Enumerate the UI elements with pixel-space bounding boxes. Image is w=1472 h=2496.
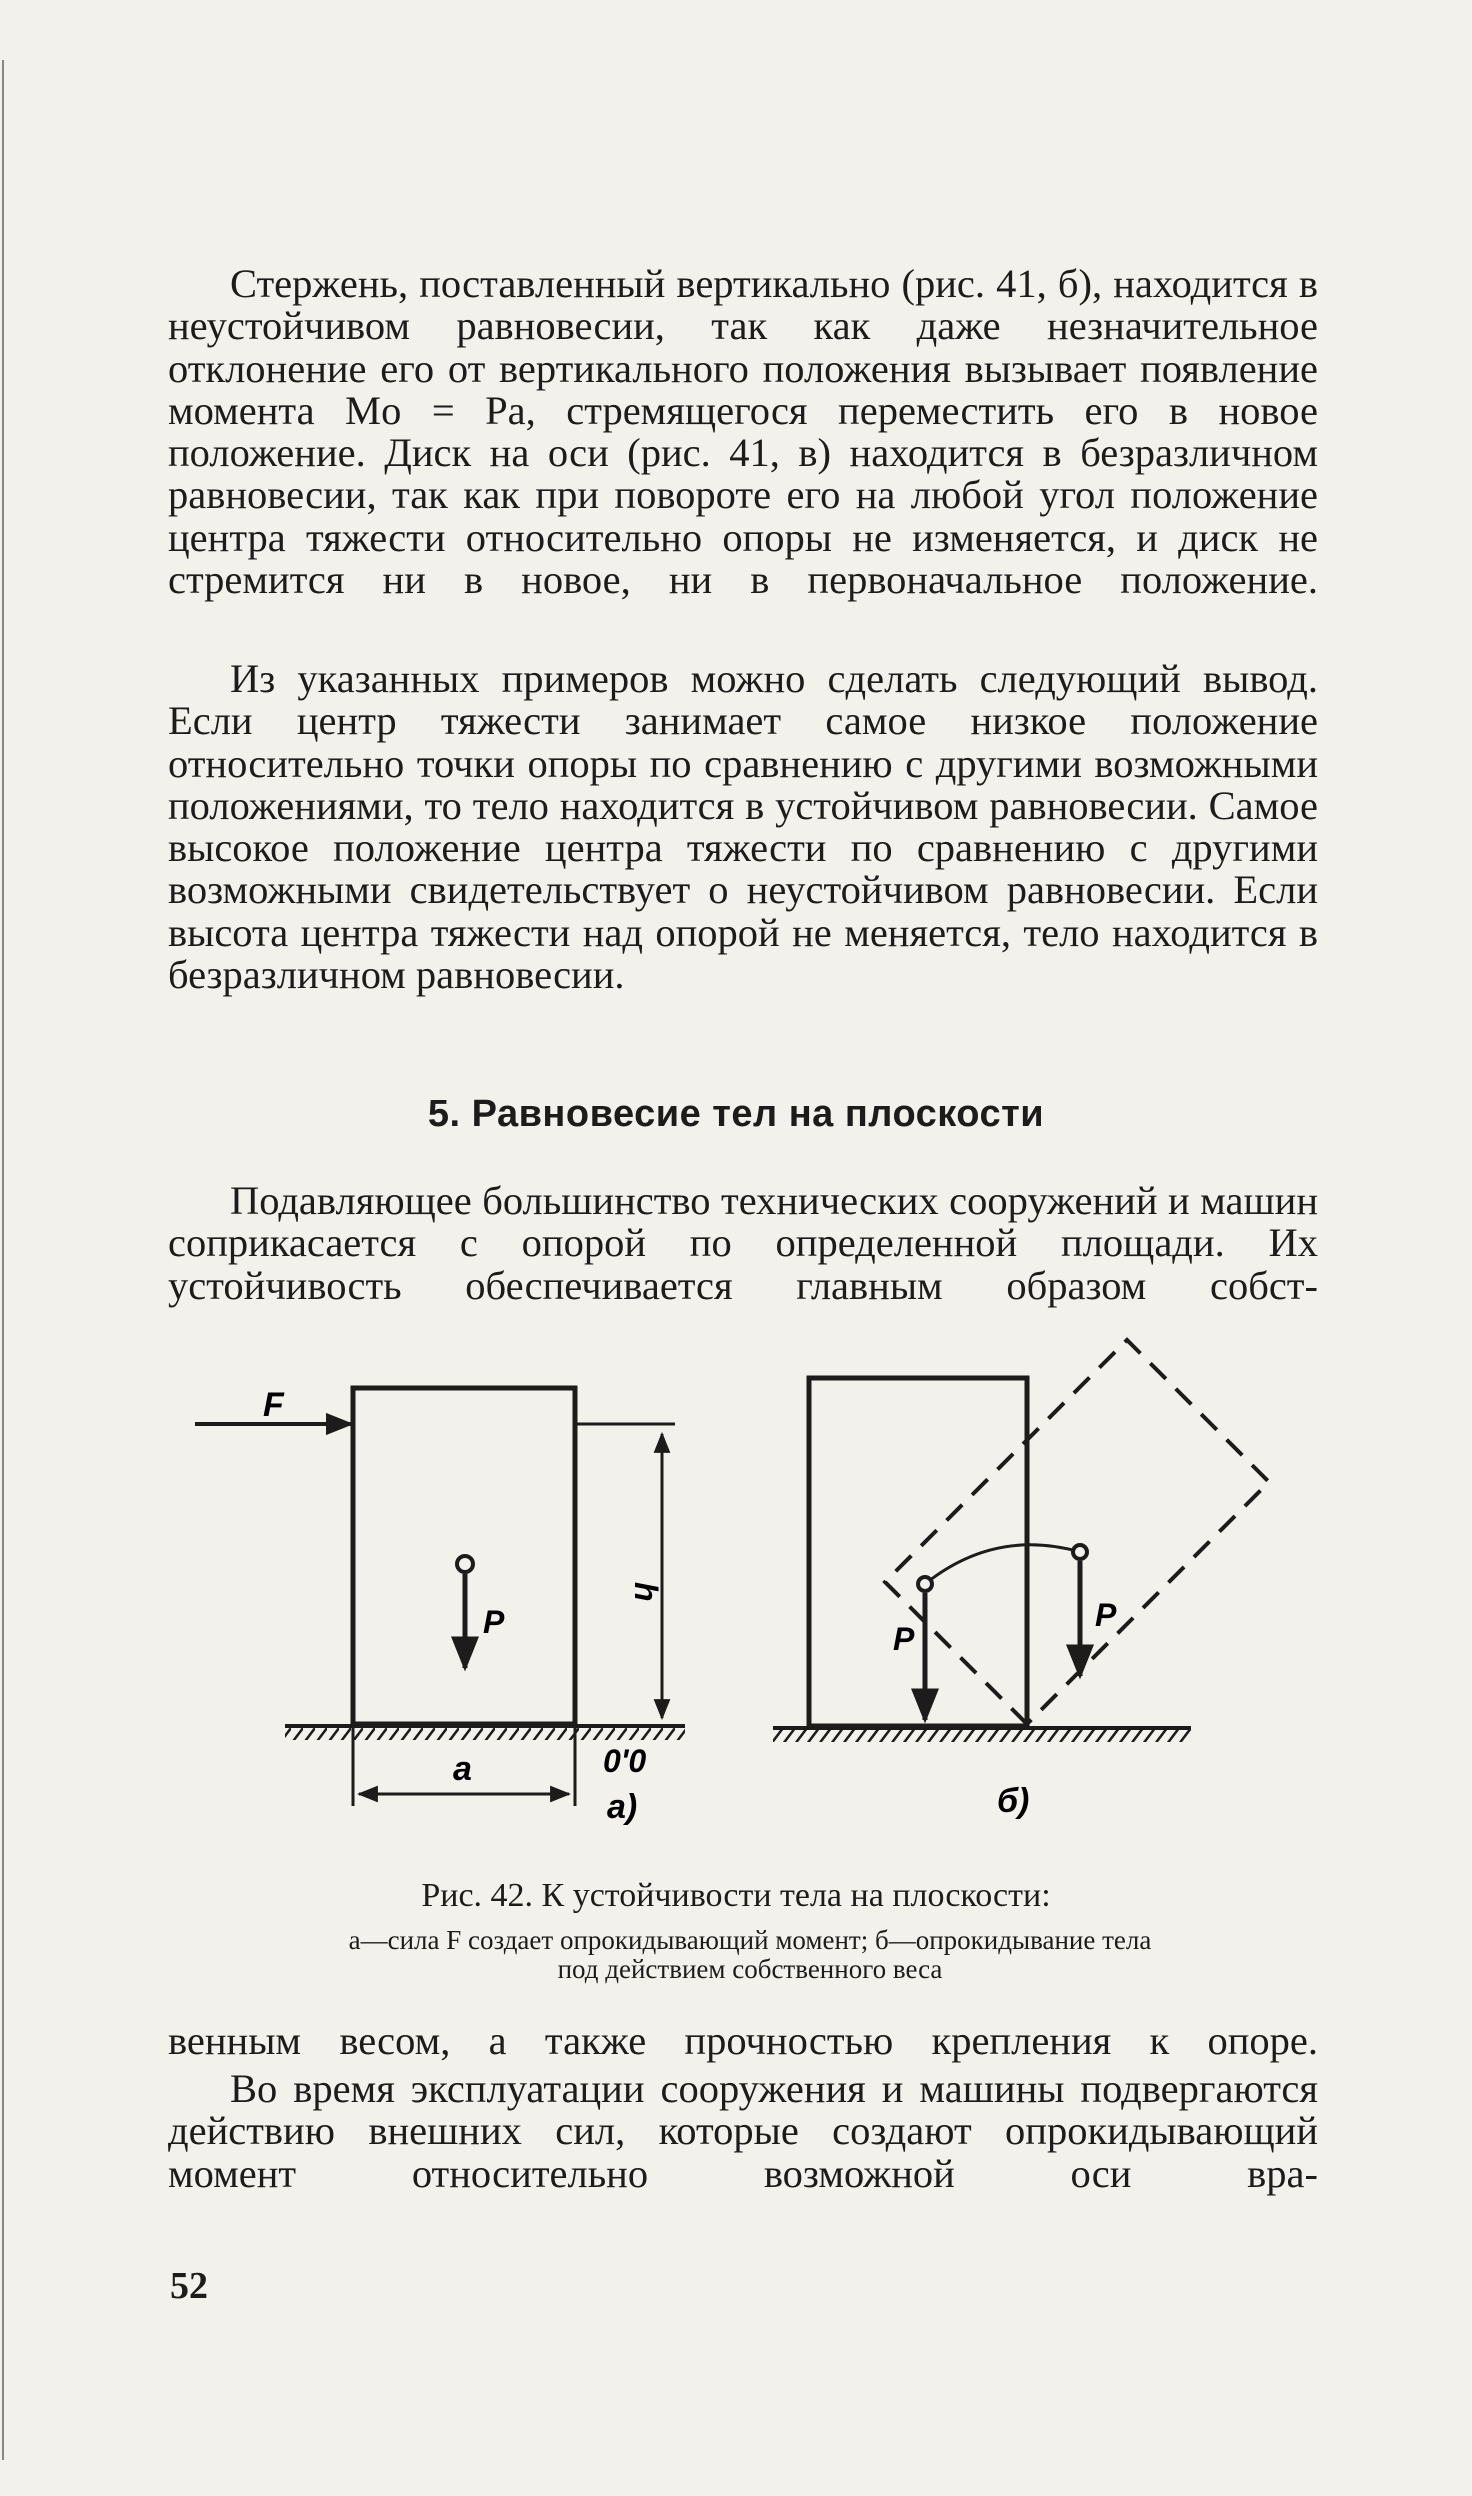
center-of-gravity-b1 [918,1577,932,1591]
height-label: h [628,1582,664,1602]
paragraph-4: венным весом, а также прочностью крепления к опоре. [168,2018,1318,2063]
cog-trajectory [925,1545,1080,1584]
figure-legend-line-1: а—сила F создает опрокидывающий момент; б—опрокидывание тела [348,1925,1152,1955]
tilted-outline [885,1340,1269,1724]
ground-hatch-b [773,1728,1191,1742]
figure-part-b [773,1340,1269,1820]
figure-part-a [195,1386,685,1826]
figure-caption: Рис. 42. К устойчивости тела на плоскости: [421,1877,1051,1914]
section-heading: 5. Равновесие тел на плоскости [427,1093,1045,1135]
width-label: a [453,1750,472,1788]
paragraph-1: Стержень, поставленный вертикально (рис. 41, б), находится в неустойчивом равновесии, так как даже незначительное отклонение его от вертикального положения вызывает появление момента Mо = Pa, стремящегося переместить его в новое положение. Диск на оси (рис. 41, в) находится в безразличном равновесии, так как при повороте его на любой угол положение центра тяжести относительно опоры не изменяется, и диск не стремится ни в новое, ни в первоначальное положение. [168,261,1318,603]
paragraph-5: Во время эксплуатации сооружения и машины подвергаются действию внешних сил, которые создают опрокидывающий момент относительно возможной оси вра- [168,2066,1318,2196]
part-a-label: а) [607,1788,638,1826]
page-number: 52 [170,2265,208,2307]
page-edge [2,60,4,2460]
figure-42 [195,1328,1315,1868]
center-of-gravity-a [457,1556,473,1572]
paragraph-3: Подавляющее большинство технических сооружений и машин соприкасается с опорой по определенной площади. Их устойчивость обеспечивается главным образом собст- [168,1178,1318,1308]
body-block-b [809,1378,1027,1726]
axis-label: 0'0 [603,1743,647,1779]
figure-legend-line-2: под действием собственного веса [557,1954,943,1984]
center-of-gravity-b2 [1073,1545,1087,1559]
weight-label-a: P [483,1604,505,1640]
figure-42-drawing [195,1328,1315,1868]
force-label: F [263,1386,284,1424]
weight-label-b2: P [1095,1597,1117,1633]
part-b-label: б) [997,1782,1030,1820]
paragraph-2: Из указанных примеров можно сделать следующий вывод. Если центр тяжести занимает самое низкое положение относительно точки опоры по сравнению с другими возможными положениями, то тело находится в устойчивом равновесии. Самое высокое положение центра тяжести по сравнению с другими возможными свидетельствует о неустойчивом равновесии. Если высота центра тяжести над опорой не меняется, тело находится в безразличном равновесии. [168,656,1318,998]
ground-hatch-a [285,1726,685,1740]
weight-label-b1: P [893,1621,915,1657]
